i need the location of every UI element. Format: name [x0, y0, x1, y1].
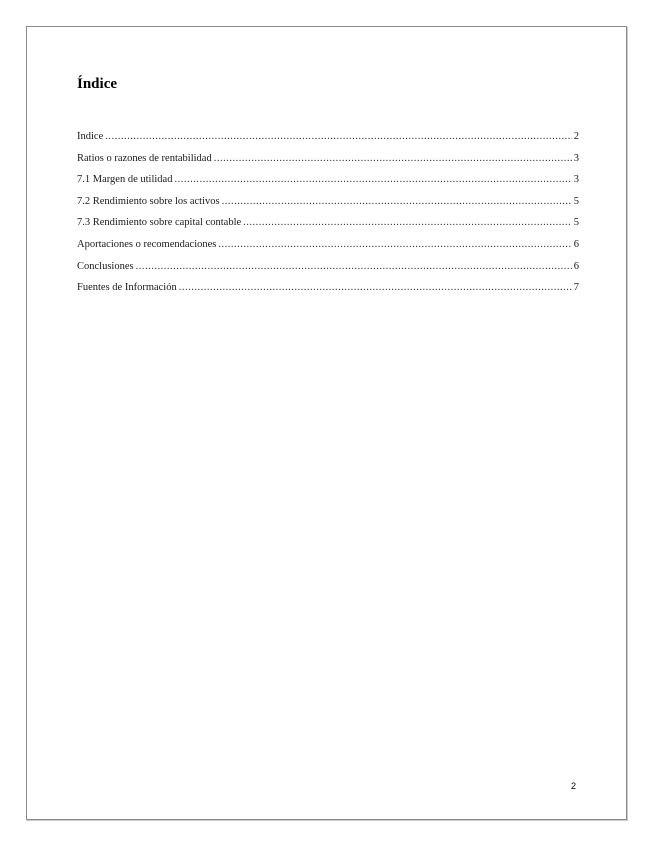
toc-title: Índice	[77, 76, 118, 92]
toc-entry-label: Conclusiones	[77, 260, 134, 272]
toc-entry-page: 6	[573, 260, 579, 272]
toc-entry-label: Aportaciones o recomendaciones	[77, 238, 217, 250]
toc-leader-dots	[222, 196, 572, 208]
toc-leader-dots	[105, 131, 572, 143]
toc-entry-page: 5	[573, 217, 579, 229]
toc-leader-dots	[179, 282, 572, 294]
toc-leader-dots	[174, 174, 571, 186]
toc-entry-page: 2	[573, 131, 579, 142]
toc-entry-page: 7	[573, 282, 579, 294]
toc-entry-label: 7.1 Margen de utilidad	[77, 174, 173, 186]
toc-entry[interactable]	[77, 282, 579, 304]
toc-entry-label: 7.3 Rendimiento sobre capital contable	[77, 217, 242, 229]
toc-entry-page: 5	[573, 195, 579, 207]
document-page	[26, 26, 627, 820]
toc-entry[interactable]	[77, 153, 579, 175]
toc-entry[interactable]	[77, 239, 579, 261]
toc-leader-dots	[136, 261, 572, 273]
toc-entry-page: 3	[573, 174, 579, 186]
toc-entry-page: 3	[573, 152, 579, 164]
toc-list	[77, 131, 579, 304]
toc-entry-label: Índice	[77, 131, 104, 142]
toc-entry[interactable]	[77, 131, 579, 153]
toc-leader-dots	[214, 153, 572, 165]
toc-entry[interactable]	[77, 217, 579, 239]
toc-entry[interactable]	[77, 174, 579, 196]
toc-entry-label: 7.2 Rendimiento sobre los activos	[77, 195, 220, 207]
toc-leader-dots	[218, 239, 571, 251]
toc-entry-page: 6	[573, 238, 579, 250]
page-number: 2	[570, 781, 576, 791]
toc-leader-dots	[243, 217, 572, 229]
toc-entry[interactable]	[77, 196, 579, 218]
toc-entry-label: Ratios o razones de rentabilidad	[77, 152, 212, 164]
toc-entry[interactable]	[77, 261, 579, 283]
toc-entry-label: Fuentes de Información	[77, 282, 177, 294]
